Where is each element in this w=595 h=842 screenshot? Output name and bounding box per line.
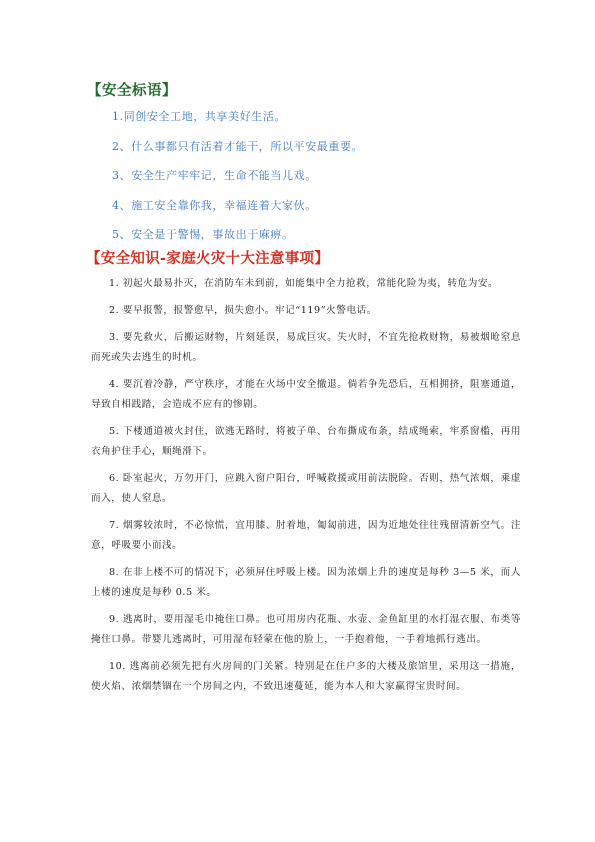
fire-safety-item: 4. 要沉着冷静，严守秩序，才能在火场中安全撤退。倘若争先恐后，互相拥挤，阻塞通道，导致自相践踏，会造成不应有的惨剧。 bbox=[91, 379, 521, 410]
fire-safety-item: 3. 要先救火，后搬运财物，片刻延误，易成巨灾。失火时，不宜先抢救财物，易被烟呛窒息而死或失去逃生的时机。 bbox=[91, 332, 521, 363]
fire-safety-heading: 【安全知识-家庭火灾十大注意事项】 bbox=[86, 251, 330, 267]
fire-safety-list bbox=[91, 274, 521, 704]
slogan-item: 4、施工安全靠你我，幸福连着大家伙。 bbox=[112, 198, 317, 212]
slogan-item: 2、什么事都只有活着才能干，所以平安最重要。 bbox=[112, 139, 364, 153]
fire-safety-item: 1. 初起火最易扑灭，在消防车未到前，如能集中全力抢救，常能化险为夷，转危为安。 bbox=[109, 278, 499, 289]
slogan-item: 1.同创安全工地，共享美好生活。 bbox=[112, 110, 287, 123]
safety-slogans-heading: 【安全标语】 bbox=[87, 83, 177, 99]
fire-safety-item: 10. 逃离前必须先把有火房间的门关紧。特别是在住户多的大楼及旅馆里，采用这一措施，使火焰、浓烟禁锢在一个房间之内，不致迅速蔓延，能为本人和大家赢得宝贵时间。 bbox=[91, 661, 521, 692]
fire-safety-item: 2. 要早报警，报警愈早，损失愈小。牢记“119”火警电话。 bbox=[109, 305, 377, 316]
safety-slogans-list bbox=[112, 107, 363, 255]
fire-safety-item: 8. 在非上楼不可的情况下，必须屏住呼吸上楼。因为浓烟上升的速度是每秒 3—5 米，而人上楼的速度是每秒 0.5 米。 bbox=[91, 567, 521, 598]
slogan-item: 5、安全是于警惕，事故出于麻痹。 bbox=[112, 228, 294, 241]
fire-safety-item: 6. 卧室起火，万勿开门，应跳入窗户阳台，呼喊救援或用前法脱险。否则，热气浓烟，乘虚而入，使人窒息。 bbox=[91, 473, 521, 504]
fire-safety-item: 7. 烟雾较浓时，不必惊慌，宜用膝、肘着地，匍匐前进，因为近地处往往残留清新空气。注意，呼吸要小而浅。 bbox=[91, 520, 521, 551]
fire-safety-item: 5. 下楼通道被火封住，欲逃无路时，将被子单、台布撕成布条，结成绳索，牢系窗槛，再用衣角护住手心，顺绳滑下。 bbox=[91, 426, 521, 457]
fire-safety-item: 9. 逃离时，要用湿毛巾掩住口鼻。也可用房内花瓶、水壶、金鱼缸里的水打湿衣服、布类等掩住口鼻。带婴儿逃离时，可用湿布轻蒙在他的脸上，一手抱着他，一手着地抓行逃出。 bbox=[91, 614, 521, 645]
slogan-item: 3、安全生产牢牢记，生命不能当儿戏。 bbox=[112, 169, 317, 182]
